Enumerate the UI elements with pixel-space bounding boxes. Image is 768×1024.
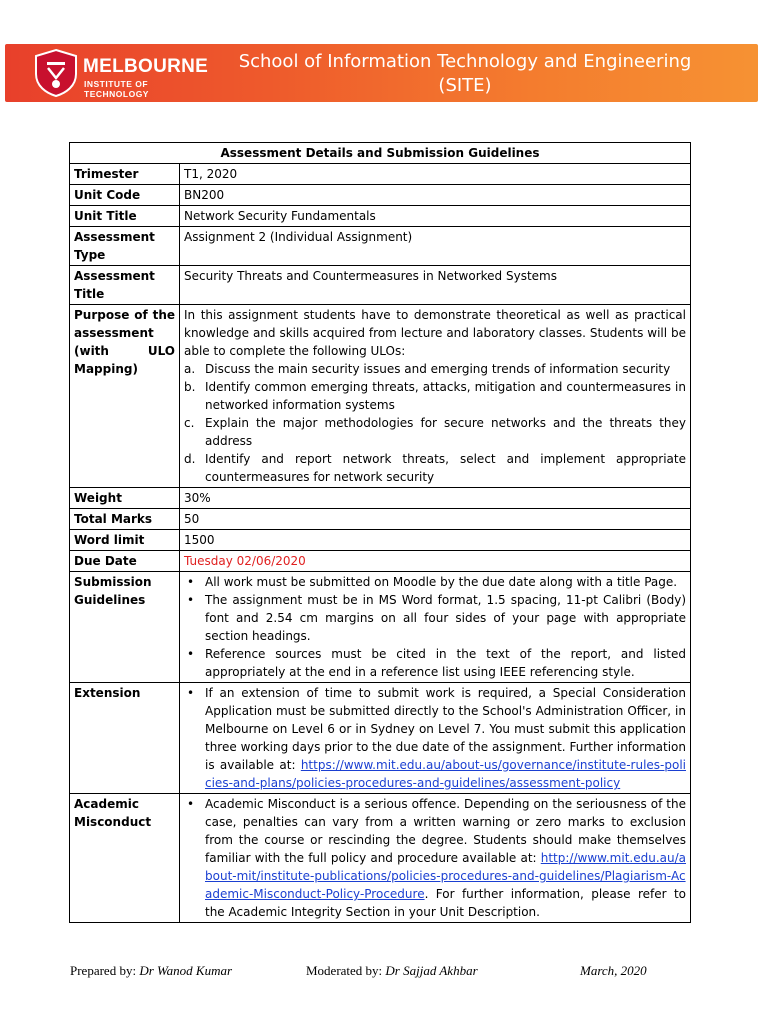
logo-name: MELBOURNE xyxy=(83,56,209,77)
page-footer xyxy=(70,963,660,983)
ulo-text: Explain the major methodologies for secure networks and the threats they address xyxy=(205,416,686,448)
list-item xyxy=(184,414,686,450)
ulo-marker: d. xyxy=(184,452,196,466)
trimester-label: Trimester xyxy=(70,164,180,185)
due-date-value: Tuesday 02/06/2020 xyxy=(180,551,691,572)
assessment-type-value: Assignment 2 (Individual Assignment) xyxy=(180,227,691,266)
extension-cell xyxy=(180,683,691,794)
purpose-intro: In this assignment students have to demonstrate theoretical as well as practical knowledge and skills acquired from lecture and laboratory classes. Students will be able to complete the following ULOs: xyxy=(184,308,686,358)
total-marks-label: Total Marks xyxy=(70,509,180,530)
misconduct-after-text: . For further information, please refer to the Academic Integrity Section in your Unit Description. xyxy=(205,887,686,919)
list-item: • Reference sources must be cited in the text of the report, and listed appropriately at the end in a reference list using IEEE referencing style. xyxy=(184,645,686,681)
prepared-name: Dr Wanod Kumar xyxy=(139,963,233,978)
assessment-type-label: Assessment Type xyxy=(70,227,180,266)
misconduct-policy-link[interactable]: http://www.mit.edu.au/about-mit/institute-publications/policies-procedures-and-guidelines/Plagiarism-Academic-Misconduct-Policy-Procedure xyxy=(205,851,686,901)
extension-list xyxy=(184,684,686,792)
table-heading: Assessment Details and Submission Guidelines xyxy=(70,143,691,164)
unit-code-label: Unit Code xyxy=(70,185,180,206)
table-row xyxy=(70,227,691,266)
shield-logo-icon xyxy=(33,48,79,98)
school-title-line2: (SITE) xyxy=(438,75,492,96)
list-item: • All work must be submitted on Moodle by the due date along with a title Page. xyxy=(184,573,686,591)
extension-label: Extension xyxy=(70,683,180,794)
list-item xyxy=(184,795,686,921)
table-row xyxy=(70,572,691,683)
list-item xyxy=(184,684,686,792)
misconduct-cell xyxy=(180,794,691,923)
list-item xyxy=(184,378,686,414)
misconduct-text: Academic Misconduct is a serious offence. Depending on the seriousness of the case, penalties can vary from a written warning or zero marks to exclusion from the course or rescinding the degree. Students should make themselves familiar with the full policy and procedure available at: xyxy=(205,797,686,865)
misconduct-label: Academic Misconduct xyxy=(70,794,180,923)
unit-title-value: Network Security Fundamentals xyxy=(180,206,691,227)
table-row xyxy=(70,488,691,509)
table-row xyxy=(70,530,691,551)
weight-value: 30% xyxy=(180,488,691,509)
table-row xyxy=(70,683,691,794)
ulo-marker: b. xyxy=(184,380,196,394)
moderated-name: Dr Sajjad Akhbar xyxy=(385,963,478,978)
list-item: • The assignment must be in MS Word format, 1.5 spacing, 11-pt Calibri (Body) font and 2.54 cm margins on all four sides of your page with appropriate section headings. xyxy=(184,591,686,645)
extension-text: If an extension of time to submit work is required, a Special Consideration Application must be submitted directly to the School's Administration Officer, in Melbourne on Level 6 or in Sydney on Level 7. You must submit this application three working days prior to the due date of the assignment. Further information is available at: xyxy=(205,686,686,772)
assessment-title-value: Security Threats and Countermeasures in Networked Systems xyxy=(180,266,691,305)
moderated-by xyxy=(306,963,478,979)
misconduct-list xyxy=(184,795,686,921)
ulo-text: Discuss the main security issues and emerging trends of information security xyxy=(205,362,671,376)
table-row xyxy=(70,794,691,923)
table-row xyxy=(70,185,691,206)
submission-cell xyxy=(180,572,691,683)
logo-subtitle: INSTITUTE OF TECHNOLOGY xyxy=(84,79,149,99)
assessment-policy-link[interactable]: https://www.mit.edu.au/about-us/governance/institute-rules-policies-and-plans/policies-procedures-and-guidelines/assessment-policy xyxy=(205,758,686,790)
table-row xyxy=(70,551,691,572)
ulo-marker: c. xyxy=(184,416,195,430)
ulo-marker: a. xyxy=(184,362,196,376)
word-limit-label: Word limit xyxy=(70,530,180,551)
footer-date: March, 2020 xyxy=(580,963,647,978)
purpose-cell xyxy=(180,305,691,488)
assessment-details-table xyxy=(69,142,691,923)
table-row xyxy=(70,266,691,305)
institute-logo xyxy=(33,48,208,98)
submission-label: Submission Guidelines xyxy=(70,572,180,683)
table-heading-row xyxy=(70,143,691,164)
school-title-line1: School of Information Technology and Engineering xyxy=(238,51,692,72)
moderated-label: Moderated by: xyxy=(306,963,386,978)
submission-list xyxy=(184,573,686,681)
school-title xyxy=(230,50,700,98)
prepared-by xyxy=(70,963,232,979)
purpose-label: Purpose of the assessment (with ULO Mapping) xyxy=(70,305,180,488)
unit-code-value: BN200 xyxy=(180,185,691,206)
weight-label: Weight xyxy=(70,488,180,509)
ulo-list xyxy=(184,360,686,486)
assessment-title-label: Assessment Title xyxy=(70,266,180,305)
word-limit-value: 1500 xyxy=(180,530,691,551)
list-item xyxy=(184,360,686,378)
table-row xyxy=(70,164,691,185)
list-item xyxy=(184,450,686,486)
unit-title-label: Unit Title xyxy=(70,206,180,227)
header-banner xyxy=(5,44,758,102)
table-row xyxy=(70,509,691,530)
ulo-text: Identify common emerging threats, attacks, mitigation and countermeasures in networked information systems xyxy=(205,380,686,412)
trimester-value: T1, 2020 xyxy=(180,164,691,185)
prepared-label: Prepared by: xyxy=(70,963,140,978)
total-marks-value: 50 xyxy=(180,509,691,530)
table-row xyxy=(70,305,691,488)
due-date-label: Due Date xyxy=(70,551,180,572)
ulo-text: Identify and report network threats, select and implement appropriate countermeasures for network security xyxy=(205,452,686,484)
table-row xyxy=(70,206,691,227)
